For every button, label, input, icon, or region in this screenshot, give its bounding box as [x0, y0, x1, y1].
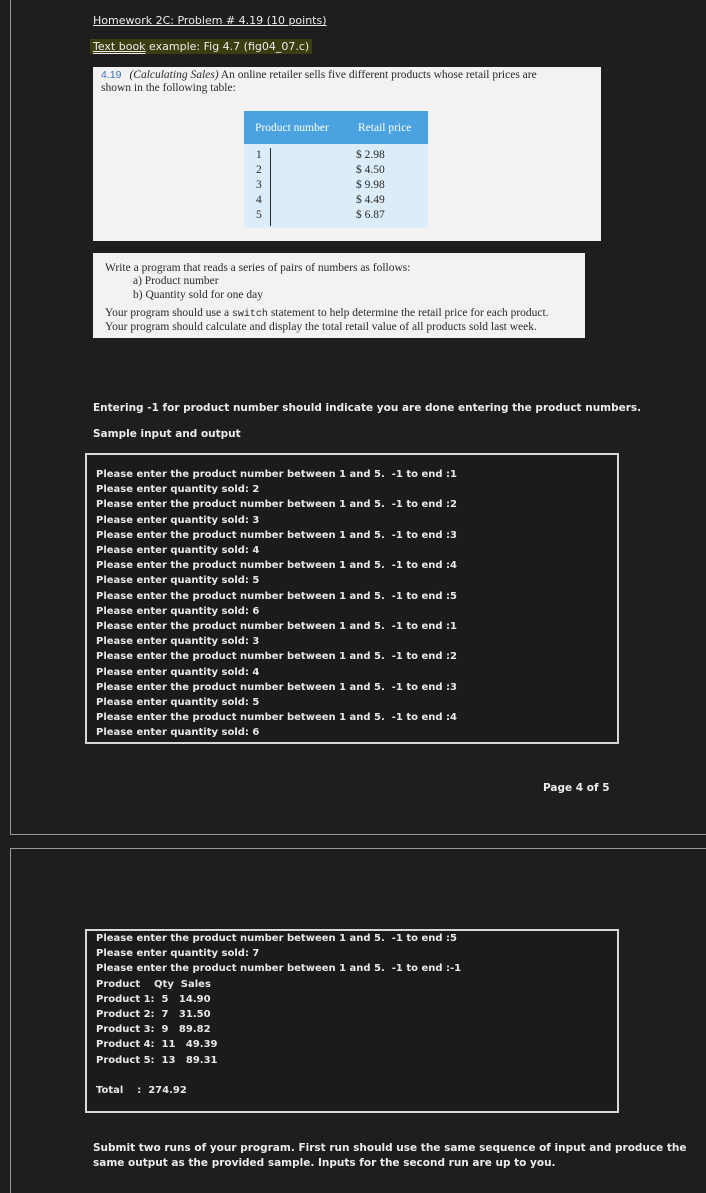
console-line: Please enter quantity sold: 3: [96, 636, 260, 648]
table-cell-price: $ 4.49: [356, 194, 385, 206]
console-line: Please enter quantity sold: 6: [96, 727, 260, 739]
task-line-5: Your program should calculate and display the total retail value of all products sold last week.: [105, 321, 537, 333]
table-cell-price: $ 9.98: [356, 179, 385, 191]
price-column: [356, 148, 385, 223]
table-cell-product: 4: [256, 194, 262, 206]
document-page-4: [10, 0, 706, 835]
console-line: Product 4: 11 49.39: [96, 1039, 218, 1051]
submit-line-2: same output as the provided sample. Inputs for the second run are up to you.: [93, 1157, 556, 1169]
header-retail-price: Retail price: [358, 121, 412, 134]
price-table-body: [244, 144, 428, 228]
problem-number: 4.19: [101, 69, 122, 81]
console-line: Please enter the product number between 1 and 5. -1 to end :1: [96, 469, 457, 480]
page-label-pre: Page: [543, 782, 576, 794]
console-line: Please enter the product number between 1 and 5. -1 to end :5: [96, 933, 457, 944]
switch-code: switch: [231, 309, 268, 320]
intro-line-1: An online retailer sells five different products whose retail prices are: [218, 69, 537, 81]
end-instruction: Entering -1 for product number should indicate you are done entering the product numbers.: [93, 402, 642, 414]
console-line: Please enter quantity sold: 4: [96, 545, 260, 556]
page-total: 5: [602, 782, 610, 794]
console-line: Please enter quantity sold: 2: [96, 484, 260, 496]
console-line: Please enter quantity sold: 3: [96, 514, 260, 526]
document-page-5: [10, 848, 706, 1193]
column-divider: [270, 148, 271, 226]
problem-statement-image: [93, 67, 601, 241]
sample-heading: Sample input and output: [93, 428, 241, 440]
task-item-a: a) Product number: [133, 275, 219, 287]
textbook-link[interactable]: Text book: [93, 40, 146, 53]
console-line: Product 3: 9 89.82: [96, 1024, 211, 1036]
task-line-1: Write a program that reads a series of pairs of numbers as follows:: [105, 262, 411, 274]
intro-line-2: shown in the following table:: [101, 82, 236, 94]
table-cell-product: 5: [256, 209, 262, 221]
console-line: Please enter quantity sold: 5: [96, 697, 260, 708]
console-line: Please enter the product number between 1 and 5. -1 to end :-1: [96, 963, 462, 975]
sample-console-part-2: [85, 929, 619, 1113]
console-line: Please enter the product number between 1 and 5. -1 to end :4: [96, 560, 457, 572]
console-line: Please enter the product number between 1 and 5. -1 to end :2: [96, 651, 457, 663]
console-line: Please enter quantity sold: 4: [96, 666, 260, 678]
console-line: Product 1: 5 14.90: [96, 993, 211, 1005]
submit-line-1: Submit two runs of your program. First run should use the same sequence of input and produce the: [93, 1142, 687, 1154]
console-line: Product 5: 13 89.31: [96, 1054, 218, 1066]
console-line: Please enter the product number between 1 and 5. -1 to end :3: [96, 681, 457, 693]
console-line: Product 2: 7 31.50: [96, 1009, 211, 1020]
console-line: Please enter quantity sold: 5: [96, 575, 260, 587]
console-line: Please enter quantity sold: 6: [96, 605, 260, 617]
console-line: Product Qty Sales: [96, 978, 211, 990]
table-cell-product: 2: [256, 164, 262, 176]
table-cell-price: $ 2.98: [356, 149, 385, 161]
table-cell-product: 3: [256, 179, 262, 191]
page-number: [543, 782, 610, 794]
task-description-image: [93, 253, 585, 338]
problem-name: (Calculating Sales): [129, 69, 219, 81]
console-line: Please enter the product number between 1 and 5. -1 to end :3: [96, 529, 457, 541]
task-item-b: b) Quantity sold for one day: [133, 289, 263, 301]
task-line-4-post: statement to help determine the retail price for each product.: [267, 307, 549, 319]
example-ref: example: Fig 4.7 (fig04_07.c): [145, 40, 310, 53]
homework-title: Homework 2C: Problem # 4.19 (10 points): [93, 14, 327, 27]
product-column: [256, 148, 264, 223]
table-cell-price: $ 6.87: [356, 209, 385, 221]
console-line: Please enter the product number between 1 and 5. -1 to end :2: [96, 499, 457, 511]
table-cell-product: 1: [256, 149, 262, 161]
console-line: Please enter the product number between 1 and 5. -1 to end :4: [96, 712, 457, 724]
console-line: Total : 274.92: [96, 1085, 187, 1096]
submit-instructions: [93, 1141, 687, 1171]
page-label-mid: of: [583, 782, 603, 794]
console-line: Please enter the product number between 1 and 5. -1 to end :1: [96, 621, 457, 632]
price-table: [244, 111, 428, 228]
task-line-4-pre: Your program should use a: [105, 307, 232, 319]
sample-console-part-1: [85, 453, 619, 744]
console-line: Please enter quantity sold: 7: [96, 948, 260, 960]
header-product-number: Product number: [255, 121, 329, 134]
page-current: 4: [575, 782, 584, 794]
console-line: Please enter the product number between 1 and 5. -1 to end :5: [96, 590, 457, 602]
table-cell-price: $ 4.50: [356, 164, 385, 176]
textbook-example-label: [90, 39, 312, 54]
problem-intro: [101, 69, 581, 95]
price-table-header: [244, 111, 428, 144]
